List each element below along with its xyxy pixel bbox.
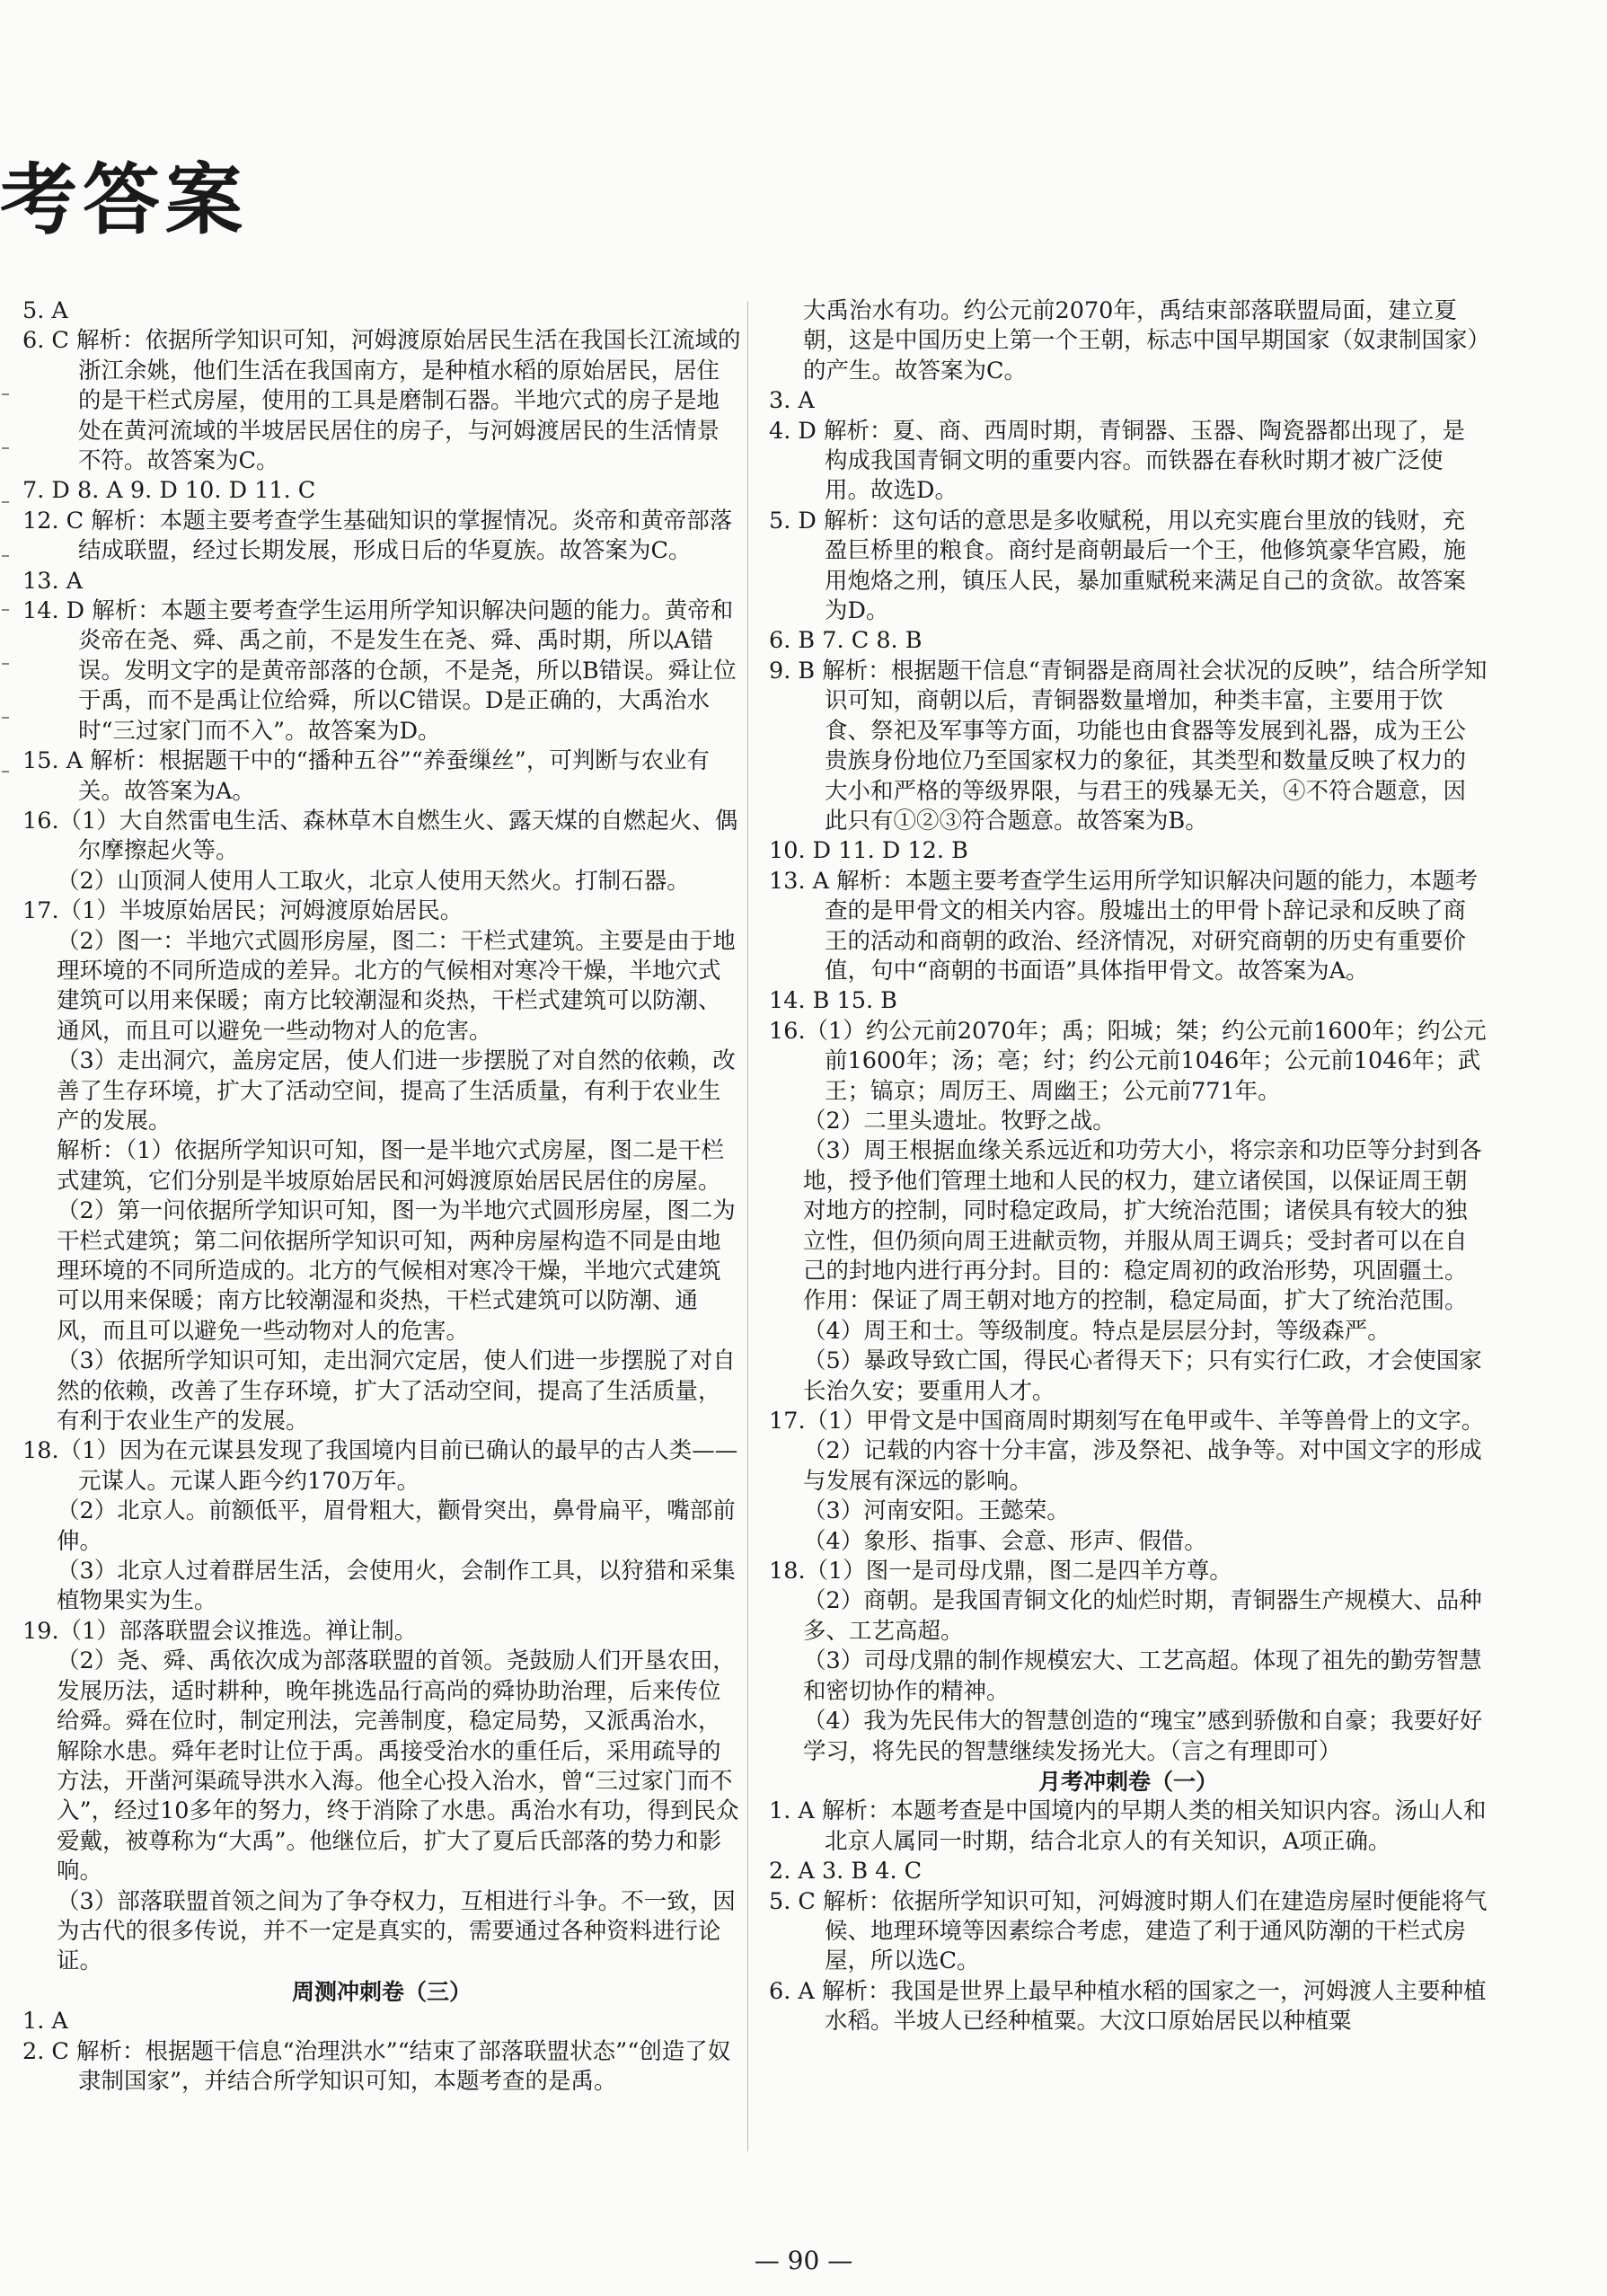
answer-line: 16.（1）约公元前2070年；禹；阳城；桀；约公元前1600年；约公元前1600年；汤；亳；纣；约公元前1046年；公元前1046年；武王；镐京；周厉王、周幽王；公元前771年。 [769, 1017, 1487, 1105]
answer-line: （2）商朝。是我国青铜文化的灿烂时期，青铜器生产规模大、品种多、工艺高超。 [803, 1587, 1482, 1645]
answer-line: 5. D 解析：这句话的意思是多收赋税，用以充实鹿台里放的钱财，充盈巨桥里的粮食。商纣是商朝最后一个王，他修筑豪华宫殿，施用炮烙之刑，镇压人民，暴加重赋税来满足自己的贪欲。故答案为D。 [769, 507, 1467, 625]
answer-line: 2. C 解析：根据题干信息“治理洪水”“结束了部落联盟状态”“创造了奴隶制国家”，并结合所学知识可知，本题考查的是禹。 [22, 2037, 731, 2095]
section-heading: 月考冲刺卷（一） [1037, 1768, 1218, 1795]
answer-line: （2）图一：半地穴式圆形房屋，图二：干栏式建筑。主要是由于地理环境的不同所造成的差异。北方的气候相对寒冷干燥，半地穴式建筑可以用来保暖；南方比较潮湿和炎热，干栏式建筑可以防潮、通风，而且可以避免一些动物对人的危害。 [57, 927, 736, 1045]
answer-line: 13. A 解析：本题主要考查学生运用所学知识解决问题的能力，本题考查的是甲骨文的相关内容。殷墟出土的甲骨卜辞记录和反映了商王的活动和商朝的政治、经济情况，对研究商朝的历史有重要价值，句中“商朝的书面语”具体指甲骨文。故答案为A。 [769, 867, 1479, 985]
answer-line: 解析：（1）依据所学知识可知，图一是半地穴式房屋，图二是干栏式建筑，它们分别是半坡原始居民和河姆渡原始居民居住的房屋。 [57, 1137, 724, 1195]
answer-column-right [769, 296, 1488, 2037]
answer-line: （3）走出洞穴，盖房定居，使人们进一步摆脱了对自然的依赖，改善了生存环境，扩大了活动空间，提高了生活质量，有利于农业生产的发展。 [57, 1047, 736, 1135]
answer-line: 大禹治水有功。约公元前2070年，禹结束部落联盟局面，建立夏朝，这是中国历史上第一个王朝，标志中国早期国家（奴隶制国家）的产生。故答案为C。 [803, 297, 1479, 384]
answer-line: 1. A [22, 2008, 68, 2035]
answer-line: 1. A 解析：本题考查是中国境内的早期人类的相关知识内容。汤山人和北京人属同一时期，结合北京人的有关知识，A项正确。 [769, 1797, 1487, 1855]
answer-line: 2. A 3. B 4. C [769, 1858, 923, 1885]
answer-line: 17.（1）甲骨文是中国商周时期刻写在龟甲或牛、羊等兽骨上的文字。 [769, 1408, 1485, 1435]
answer-line: 13. A [22, 567, 84, 595]
section-heading: 周测冲刺卷（三） [291, 1978, 472, 2005]
answer-line: （3）周王根据血缘关系远近和功劳大小，将宗亲和功臣等分封到各地，授予他们管理土地和人民的权力，建立诸侯国，以保证周王朝对地方的控制，同时稳定政局，扩大统治范围；诸侯具有较大的独立性，但仍须向周王进献贡物，并服从周王调兵；受封者可以在自己的封地内进行再分封。目的：稳定周初的政治形势，巩固疆土。作用：保证了周王朝对地方的控制，稳定局面，扩大了统治范围。 [803, 1137, 1482, 1315]
answer-line: （3）北京人过着群居生活，会使用火，会制作工具，以狩猎和采集植物果实为生。 [57, 1558, 736, 1615]
answer-line: 18.（1）因为在元谋县发现了我国境内目前已确认的最早的古人类——元谋人。元谋人距今约170万年。 [22, 1437, 738, 1495]
answer-line: 14. B 15. B [769, 987, 897, 1015]
answer-line: （3）部落联盟首领之间为了争夺权力，互相进行斗争。不一致，因为古代的很多传说，并不一定是真实的，需要通过各种资料进行论证。 [57, 1887, 736, 1975]
answer-line: （3）依据所学知识可知，走出洞穴定居，使人们进一步摆脱了对自然的依赖，改善了生存环境，扩大了活动空间，提高了生活质量，有利于农业生产的发展。 [57, 1347, 736, 1435]
answer-line: 10. D 11. D 12. B [769, 837, 968, 865]
answer-line: 7. D 8. A 9. D 10. D 11. C [22, 477, 316, 505]
answer-line: 19.（1）部落联盟会议推选。禅让制。 [22, 1617, 418, 1645]
answer-line: （4）象形、指事、会意、形声、假借。 [803, 1527, 1207, 1555]
answer-line: 6. B 7. C 8. B [769, 627, 923, 655]
answer-line: （3）司母戊鼎的制作规模宏大、工艺高超。体现了祖先的勤劳智慧和密切协作的精神。 [803, 1647, 1482, 1705]
answer-line: 6. A 解析：我国是世界上最早种植水稻的国家之一，河姆渡人主要种植水稻。半坡人已经种植粟。大汶口原始居民以种植粟 [769, 1977, 1487, 2035]
answer-line: 16.（1）大自然雷电生活、森林草木自燃生火、露天煤的自燃起火、偶尔摩擦起火等。 [22, 807, 738, 865]
answer-line: （2）记载的内容十分丰富，涉及祭祀、战争等。对中国文字的形成与发展有深远的影响。 [803, 1437, 1482, 1495]
answer-line: 12. C 解析：本题主要考查学生基础知识的掌握情况。炎帝和黄帝部落结成联盟，经过长期发展，形成日后的华夏族。故答案为C。 [22, 507, 733, 565]
answer-line: 5. A [22, 297, 68, 324]
answer-line: 9. B 解析：根据题干信息“青铜器是商周社会状况的反映”，结合所学知识可知，商朝以后，青铜器数量增加，种类丰富，主要用于饮食、祭祀及军事等方面，功能也由食器等发展到礼器，成为王公贵族身份地位乃至国家权力的象征，其类型和数量反映了权力的大小和严格的等级界限，与君王的残暴无关，④不符合题意，因此只有①②③符合题意。故答案为B。 [769, 657, 1488, 835]
answer-line: 3. A [769, 387, 815, 415]
answer-line: （2）尧、舜、禹依次成为部落联盟的首领。尧鼓励人们开垦农田，发展历法，适时耕种，晚年挑选品行高尚的舜协助治理，后来传位给舜。舜在位时，制定刑法，完善制度，稳定局势，又派禹治水，解除水患。舜年老时让位于禹。禹接受治水的重任后，采用疏导的方法，开凿河渠疏导洪水入海。他全心投入治水，曾“三过家门而不入”，经过10多年的努力，终于消除了水患。禹治水有功，得到民众爱戴，被尊称为“大禹”。他继位后，扩大了夏后氏部落的势力和影响。 [57, 1647, 739, 1885]
answer-line: （4）我为先民伟大的智慧创造的“瑰宝”感到骄傲和自豪；我要好好学习，将先民的智慧继续发扬光大。（言之有理即可） [803, 1708, 1483, 1765]
answer-line: （2）北京人。前额低平，眉骨粗大，颧骨突出，鼻骨扁平，嘴部前伸。 [57, 1497, 736, 1555]
answer-line: （4）周王和士。等级制度。特点是层层分封，等级森严。 [803, 1317, 1391, 1345]
answer-line: 18.（1）图一是司母戊鼎，图二是四羊方尊。 [769, 1558, 1232, 1585]
answer-line: 6. C 解析：依据所学知识可知，河姆渡原始居民生活在我国长江流域的浙江余姚，他们生活在我国南方，是种植水稻的原始居民，居住的是干栏式房屋，使用的工具是磨制石器。半地穴式的房子是地处在黄河流域的半坡居民居住的房子，与河姆渡居民的生活情景不符。故答案为C。 [22, 327, 741, 475]
answer-line: （2）二里头遗址。牧野之战。 [803, 1107, 1116, 1135]
page-number: — 90 — [754, 2246, 853, 2275]
answer-line: 15. A 解析：根据题干中的“播种五谷”“养蚕缫丝”，可判断与农业有关。故答案为A。 [22, 747, 710, 805]
answer-line: （2）第一问依据所学知识可知，图一为半地穴式圆形房屋，图二为干栏式建筑；第二问依据所学知识可知，两种房屋构造不同是由地理环境的不同所造成的。北方的气候相对寒冷干燥，半地穴式建筑可以用来保暖；南方比较潮湿和炎热，干栏式建筑可以防潮、通风，而且可以避免一些动物对人的危害。 [57, 1197, 736, 1345]
answer-line: （5）暴政导致亡国，得民心者得天下；只有实行仁政，才会使国家长治久安；要重用人才。 [803, 1347, 1482, 1405]
answer-line: 4. D 解析：夏、商、西周时期，青铜器、玉器、陶瓷器都出现了，是构成我国青铜文明的重要内容。而铁器在春秋时期才被广泛使用。故选D。 [769, 417, 1465, 505]
answer-line: （3）河南安阳。王懿荣。 [803, 1497, 1070, 1525]
answer-line: 14. D 解析：本题主要考查学生运用所学知识解决问题的能力。黄帝和炎帝在尧、舜、禹之前，不是发生在尧、舜、禹时期，所以A错误。发明文字的是黄帝部落的仓颉，不是尧，所以B错误。舜让位于禹，而不是禹让位给舜，所以C错误。D是正确的，大禹治水时“三过家门而不入”。故答案为D。 [22, 597, 737, 745]
answer-line: （2）山顶洞人使用人工取火，北京人使用天然火。打制石器。 [57, 867, 690, 895]
answer-line: 17.（1）半坡原始居民；河姆渡原始居民。 [22, 897, 464, 925]
page-title: 考答案 [0, 155, 248, 245]
column-divider [747, 301, 748, 2151]
answer-column-left [22, 296, 741, 2097]
answer-line: 5. C 解析：依据所学知识可知，河姆渡时期人们在建造房屋时便能将气候、地理环境等因素综合考虑，建造了利于通风防潮的干栏式房屋，所以选C。 [769, 1887, 1488, 1975]
binding-edge-marks [0, 341, 13, 773]
